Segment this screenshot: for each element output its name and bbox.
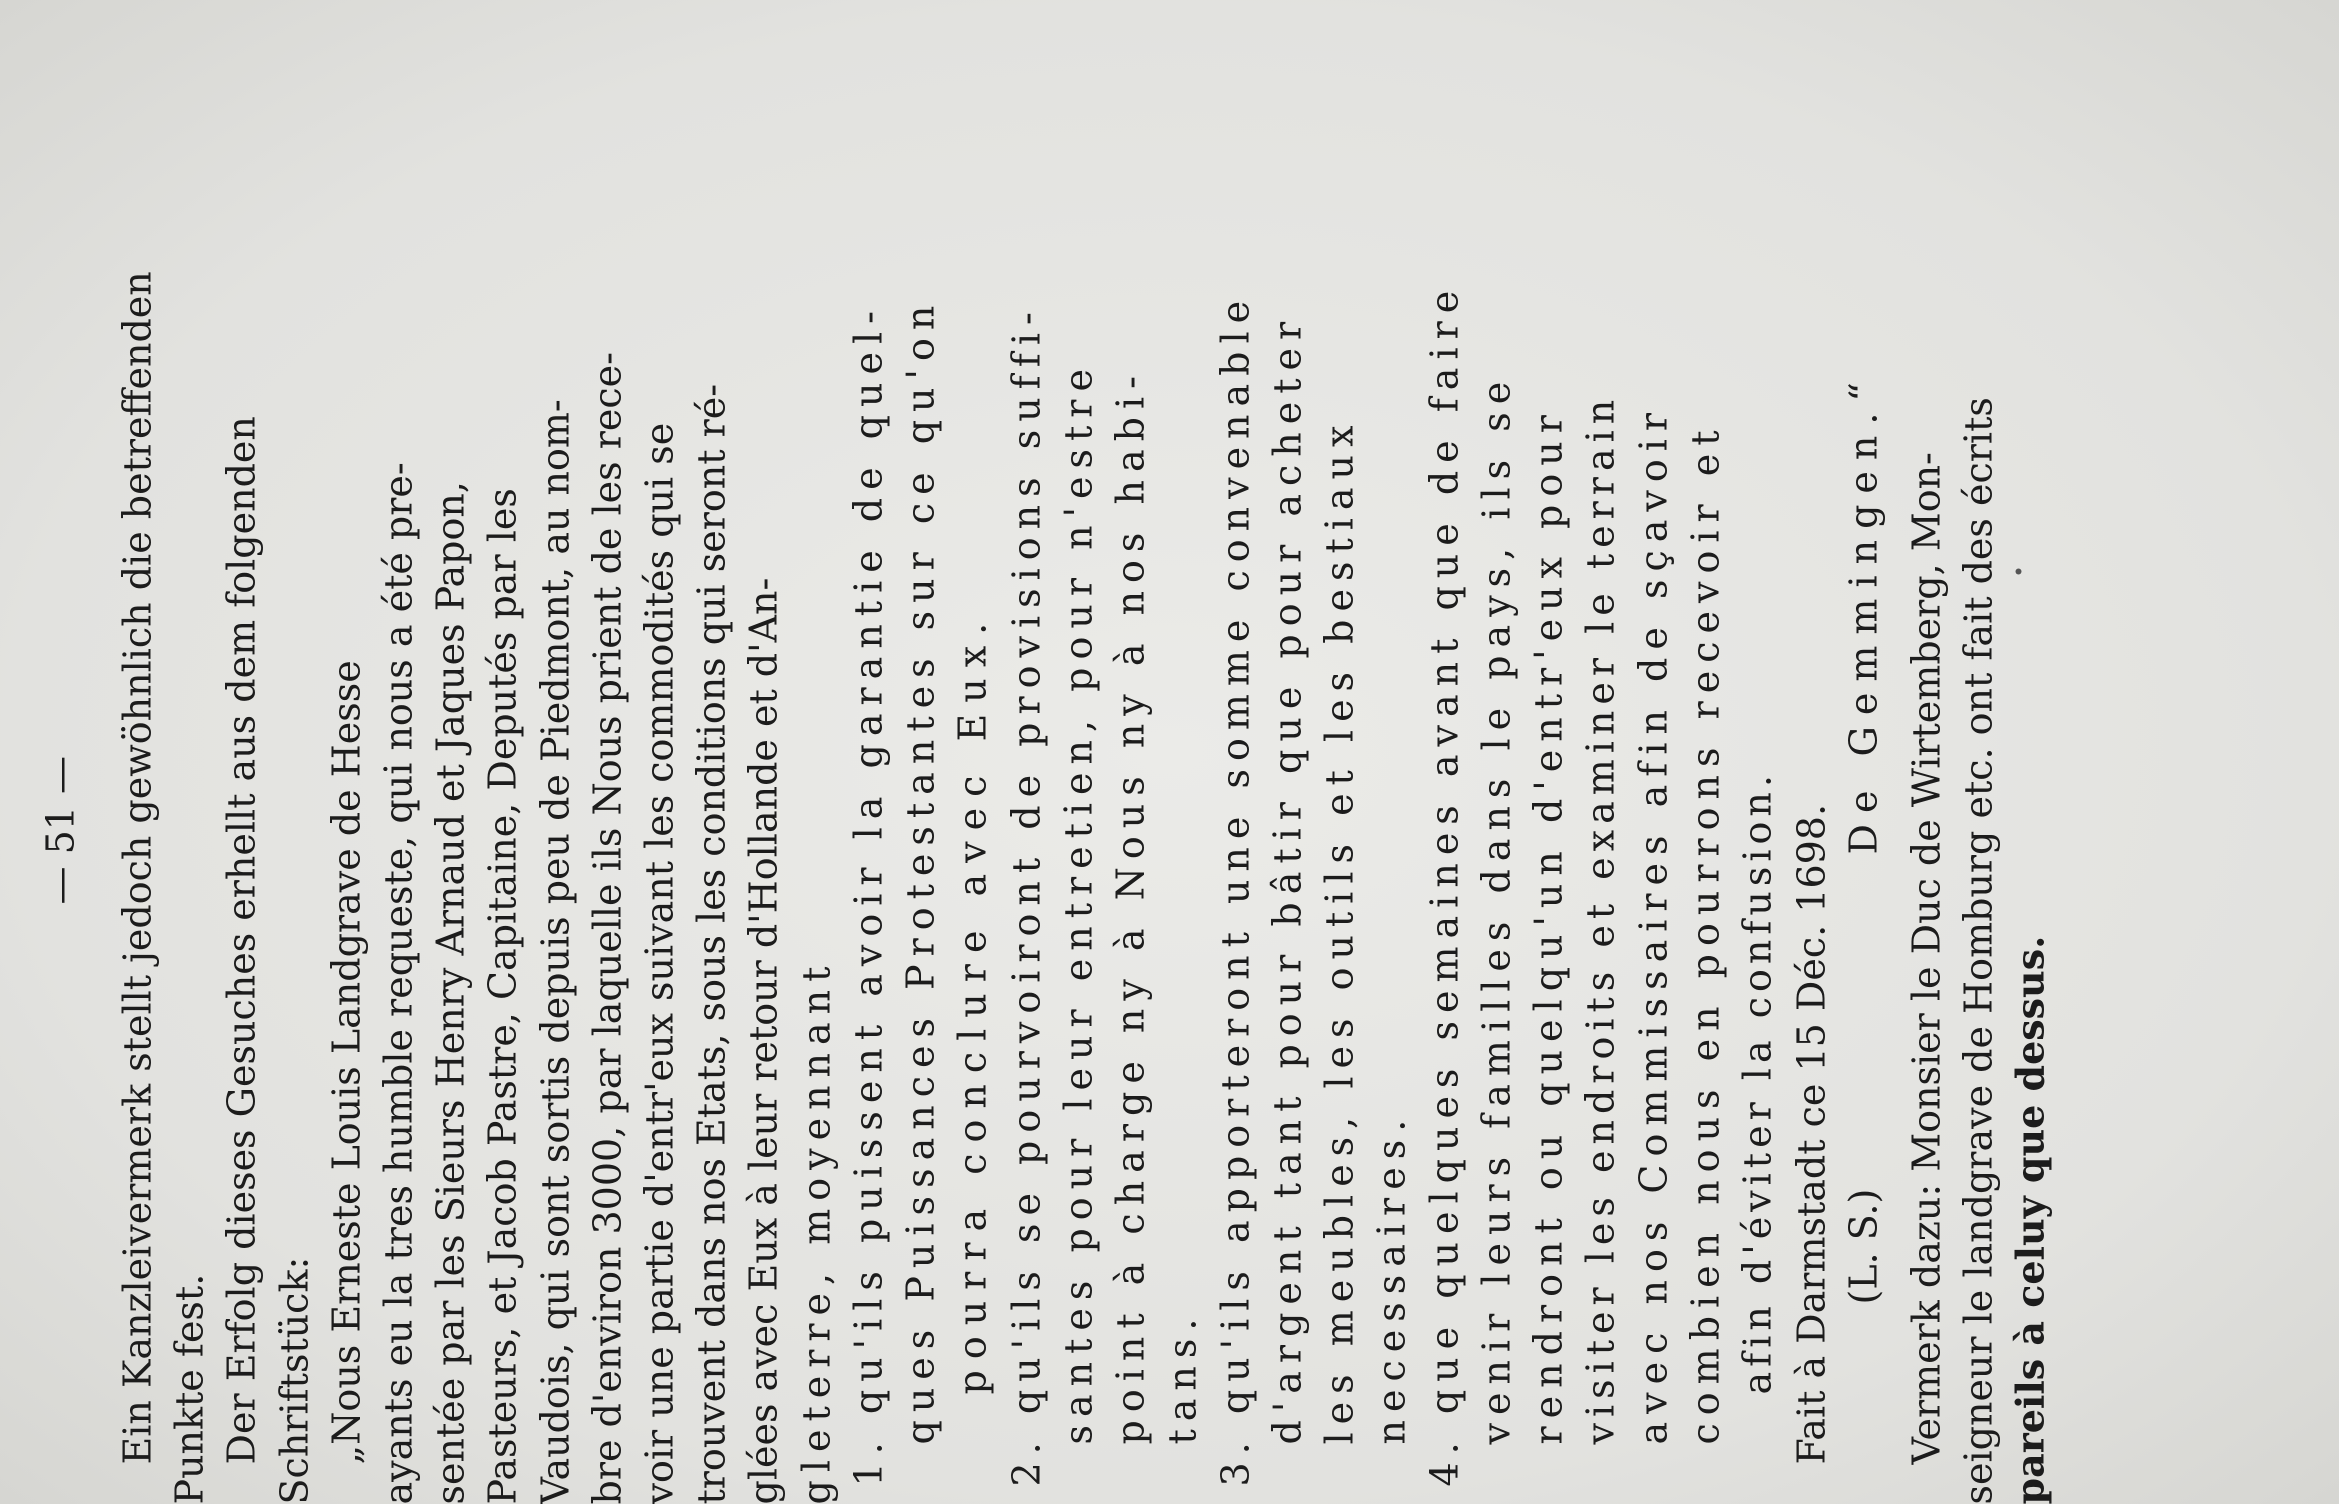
seal-mark: (L. S.) <box>1841 1188 1885 1304</box>
text-line: point à charge ny à Nous ny à nos habi- <box>1108 367 1152 1444</box>
text-line: visiter les endroits et examiner le terrain <box>1578 393 1622 1444</box>
text-line: santes pour leur entretien, pour n'estre <box>1056 360 1100 1444</box>
text-line: ayants eu la tres humble requeste, qui nous a été pre- <box>376 461 420 1504</box>
text-line: sentée par les Sieurs Henry Arnaud et Jaques Papon, <box>428 480 472 1504</box>
text-line: d'argent tant pour bâtir que pour acheter <box>1265 313 1309 1444</box>
text-line: Vermerk dazu: Monsier le Duc de Wirtemberg, Mon- <box>1904 451 1948 1464</box>
text-line: 3. qu'ils apporteront une somme convenable <box>1213 292 1257 1486</box>
signature: De Gemmingen.“ <box>1841 370 1885 854</box>
text-line: Ein Kanzleivermerk stellt jedoch gewöhnlich die betreffenden <box>115 270 159 1464</box>
page-number: — 51 — <box>38 755 82 904</box>
text-line: Vaudois, qui sont sortis depuis peu de Piedmont, au nom- <box>533 398 577 1504</box>
text-line: pareils à celuy que dessus. <box>2007 935 2052 1504</box>
text-line: 2. qu'ils se pourvoiront de provisions suffi- <box>1004 303 1048 1486</box>
text-line: Der Erfolg dieses Gesuches erhellt aus dem folgenden <box>219 415 263 1464</box>
text-line: Pasteurs, et Jacob Pastre, Capitaine, Deputés par les <box>480 487 524 1504</box>
text-line: bre d'environ 3000, par laquelle ils Nous prient de les rece- <box>585 351 629 1504</box>
text-line: venir leurs familles dans le pays, ils se <box>1474 373 1518 1444</box>
text-line: afin d'éviter la confusion. <box>1735 769 1779 1394</box>
text-line: ques Puissances Protestantes sur ce qu'on <box>898 297 942 1444</box>
text-line: Schriftstück: <box>272 1256 316 1504</box>
text-line: combien nous en pourrons recevoir et <box>1683 421 1727 1444</box>
text-line: tans. <box>1160 1310 1204 1444</box>
text-line: trouvent dans nos Etats, sous les conditions qui seront ré- <box>689 383 733 1504</box>
text-line: gleterre, moyennant <box>794 958 838 1504</box>
text-line: seigneur le landgrave de Homburg etc. ont fait des écrits <box>1956 396 2000 1504</box>
text-line: „Nous Erneste Louis Landgrave de Hesse <box>324 659 368 1464</box>
text-line: 4. que quelques semaines avant que de faire <box>1422 282 1466 1486</box>
text-line: necessaires. <box>1369 1111 1413 1444</box>
text-line: glées avec Eux à leur retour d'Hollande et d'An- <box>741 577 785 1504</box>
text-line: Punkte fest. <box>167 1273 211 1504</box>
date-line: Fait à Darmstadt ce 15 Déc. 1698. <box>1789 803 1833 1464</box>
text-line: pourra conclure avec Eux. <box>950 611 994 1394</box>
text-line: voir une partie d'entr'eux suivant les commodités qui se <box>637 422 681 1504</box>
text-line: 1. qu'ils puissent avoir la garantie de quel- <box>846 302 890 1486</box>
text-line: avec nos Commissaires afin de sçavoir <box>1631 404 1675 1444</box>
text-line: rendront ou quelqu'un d'entr'eux pour <box>1526 406 1570 1444</box>
ink-speck <box>2015 568 2021 574</box>
text-line: les meubles, les outils et les bestiaux <box>1317 417 1361 1444</box>
